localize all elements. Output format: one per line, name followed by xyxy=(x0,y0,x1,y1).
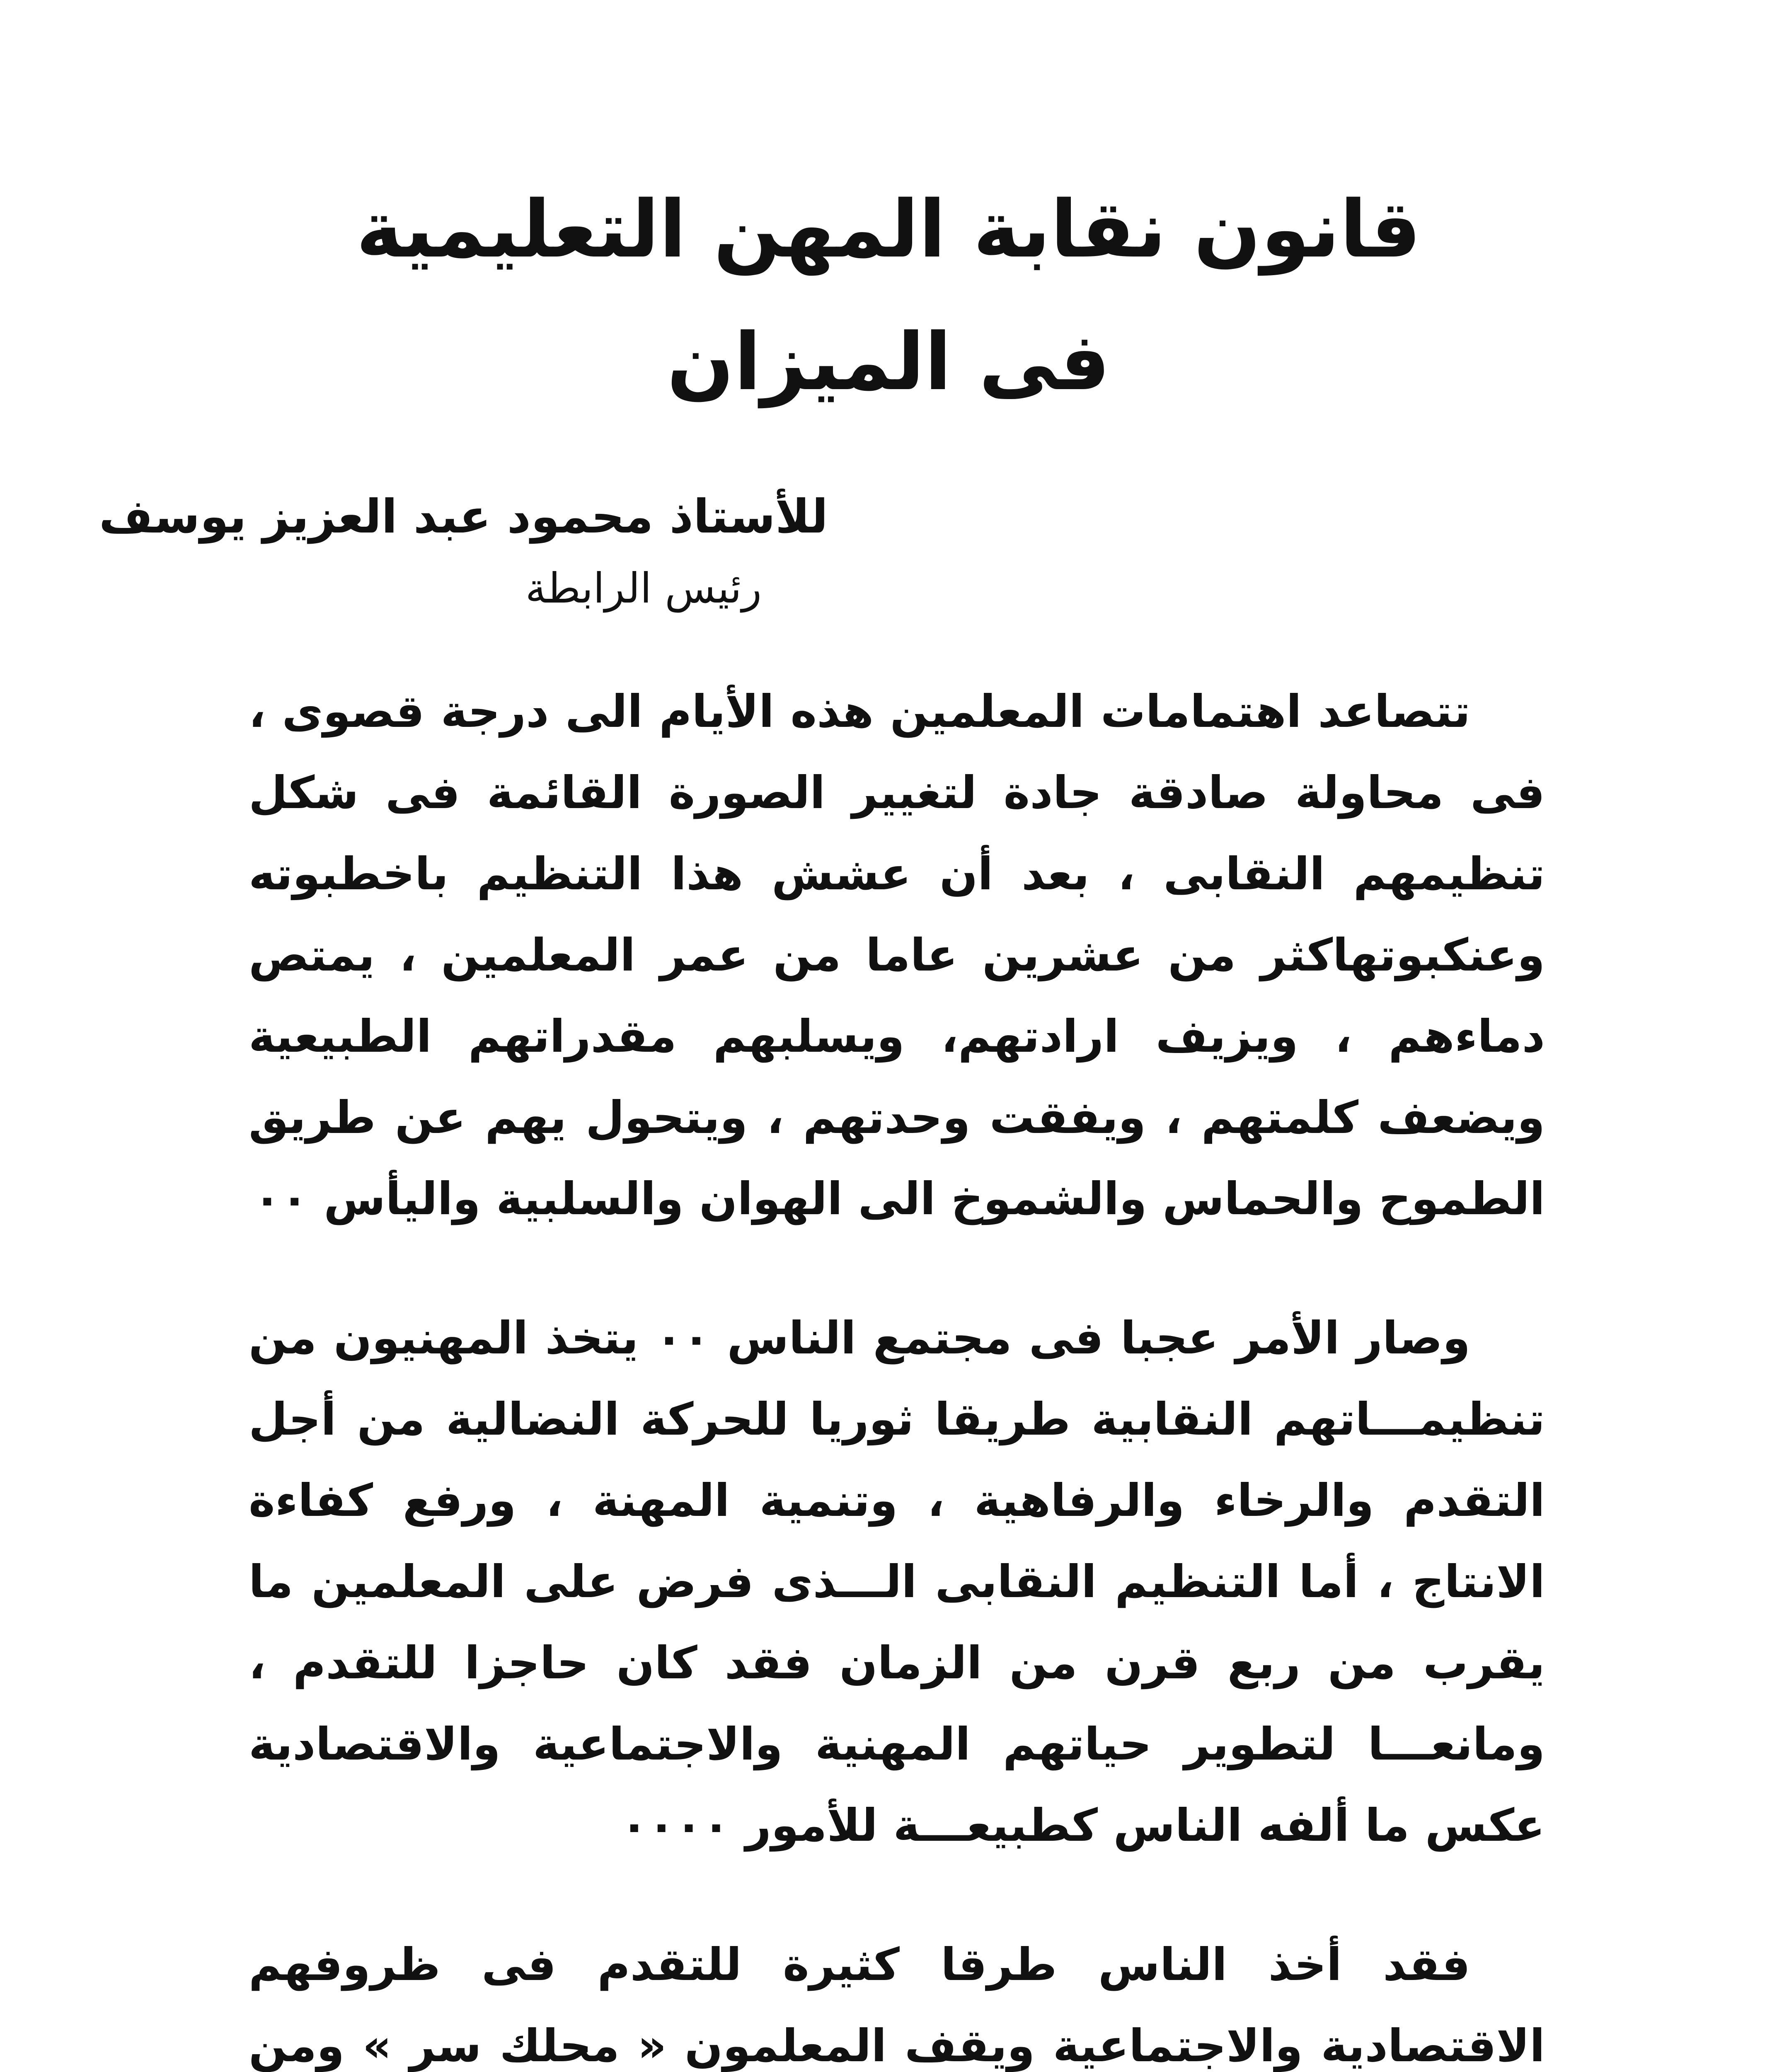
paragraph-3: فقد أخذ الناس طرقا كثيرة للتقدم فى ظروفهم الاقتصادية والاجتماعية ويقف المعلمون « محلك سر » ومن xyxy=(249,1939,1545,2072)
article-subtitle: فى الميزان xyxy=(667,316,1110,408)
paragraph-2: وصار الأمر عجبا فى مجتمع الناس ٠٠ يتخذ المهنيون من تنظيمـــاتهم النقابية طريقا ثوريا للحركة النضالية من أجل التقدم والرخاء والرفاهية ، وتنمية المهنة ، ورفع كفاءة الانتاج ، أما التنظيم النقابى الـــذى فرض على المعلمين ما يقرب من ربع قرن من الزمان فقد كان حاجزا للتقدم ، ومانعـــا لتطوير حياتهم المهنية والاجتماعية والاقتصادية عكس ما ألفه الناس كطبيعـــة للأمور ٠٠٠٠ xyxy=(249,1312,1545,1852)
author-role: رئيس الرابطة xyxy=(525,564,762,612)
author-name: للأستاذ محمود عبد العزيز يوسف xyxy=(99,490,828,544)
article-body xyxy=(249,671,1545,2072)
article-title: قانون نقابة المهن التعليمية xyxy=(356,184,1421,275)
paragraph-1: تتصاعد اهتمامات المعلمين هذه الأيام الى درجة قصوى ، فى محاولة صادقة جادة لتغيير الصورة القائمة فى شكل تنظيمهم النقابى ، بعد أن عشش هذا التنظيم باخطبوته وعنكبوتهاكثر من عشرين عاما من عمر المعلمين ، يمتص دماءهم ، ويزيف ارادتهم، ويسلبهم مقدراتهم الطبيعية ويضعف كلمتهم ، ويفقت وحدتهم ، ويتحول يهم عن طريق الطموح والحماس والشموخ الى الهوان والسلبية واليأس ٠٠ xyxy=(249,686,1545,1225)
